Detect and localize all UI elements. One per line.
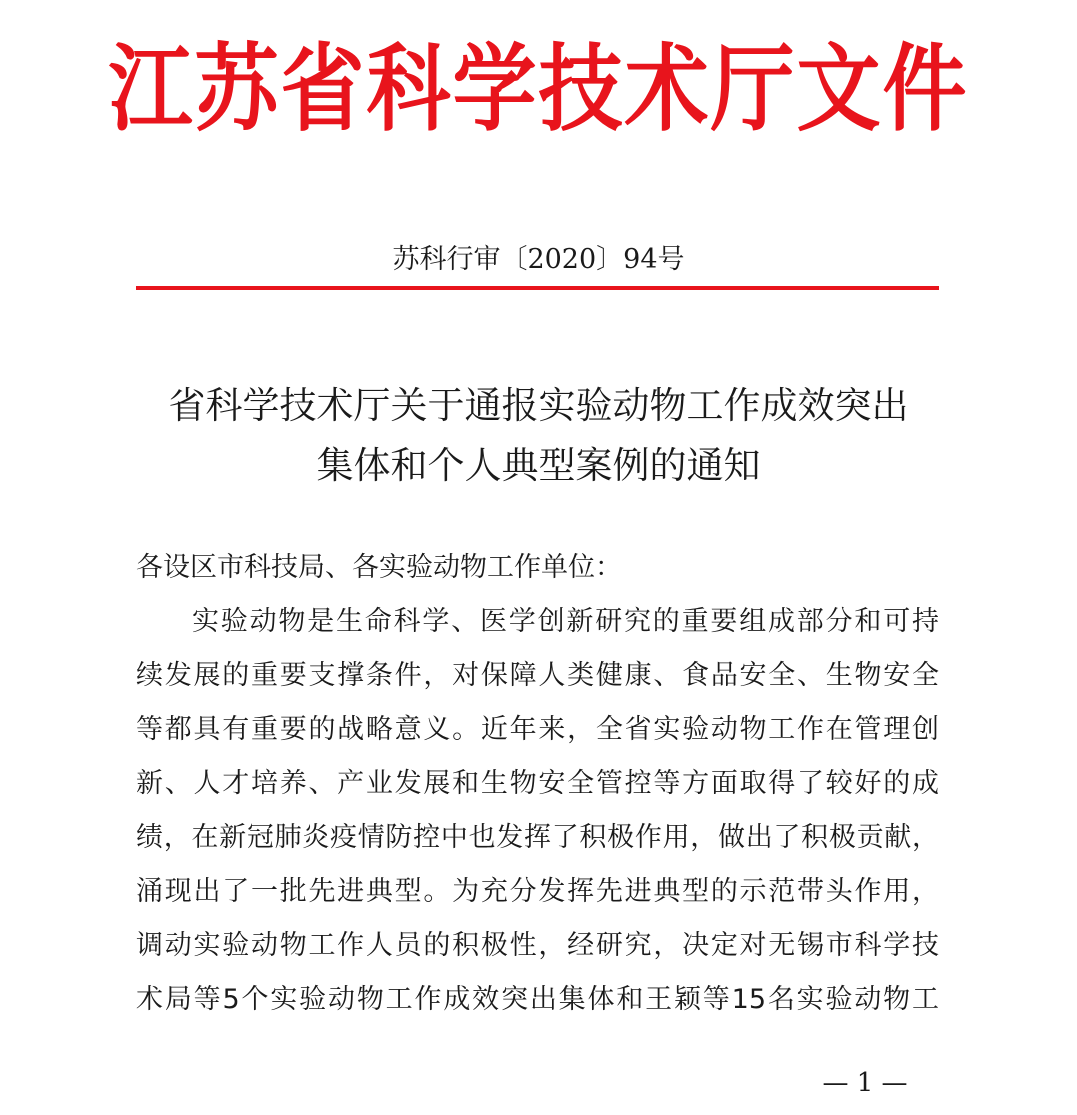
notice-title-line-1: 省科学技术厅关于通报实验动物工作成效突出 — [168, 384, 909, 427]
body-line: 续发展的重要支撑条件，对保障人类健康、食品安全、生物安全 — [136, 660, 939, 691]
body-line: 新、人才培养、产业发展和生物安全管控等方面取得了较好的成 — [136, 768, 939, 799]
salutation: 各设区市科技局、各实验动物工作单位： — [136, 552, 622, 583]
notice-title-line-2: 集体和个人典型案例的通知 — [316, 444, 761, 487]
document-header-title: 江苏省科学技术厅文件 — [108, 34, 969, 145]
notice-body — [136, 595, 939, 1027]
red-divider-line — [136, 286, 939, 290]
notice-title — [110, 376, 967, 496]
body-line: 术局等5个实验动物工作成效突出集体和王颖等15名实验动物工 — [136, 984, 939, 1015]
document-number: 苏科行审〔2020〕94号 — [392, 244, 685, 275]
body-line: 绩，在新冠肺炎疫情防控中也发挥了积极作用，做出了积极贡献， — [136, 822, 939, 853]
body-line: 实验动物是生命科学、医学创新研究的重要组成部分和可持 — [192, 606, 939, 637]
body-line: 调动实验动物工作人员的积极性，经研究，决定对无锡市科学技 — [136, 930, 939, 961]
body-line: 涌现出了一批先进典型。为充分发挥先进典型的示范带头作用， — [136, 876, 939, 907]
body-line: 等都具有重要的战略意义。近年来，全省实验动物工作在管理创 — [136, 714, 939, 745]
page-number: — 1 — — [822, 1068, 908, 1098]
